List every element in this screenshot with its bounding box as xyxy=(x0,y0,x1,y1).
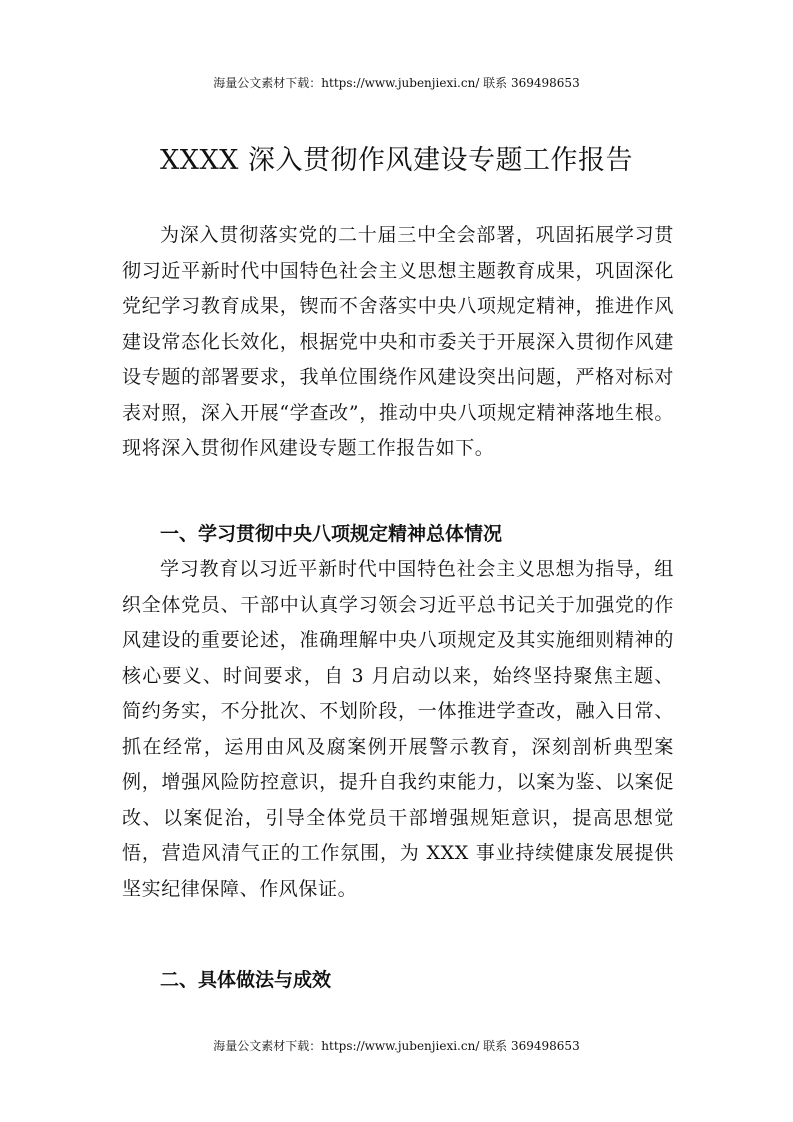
page-header: 海量公文素材下载：https://www.jubenjiexi.cn/ 联系 369498653 xyxy=(213,76,580,90)
document-title: XXXX 深入贯彻作风建设专题工作报告 xyxy=(160,145,633,176)
page-footer: 海量公文素材下载：https://www.jubenjiexi.cn/ 联系 369498653 xyxy=(213,1039,580,1053)
section-heading-1: 一、学习贯彻中央八项规定精神总体情况 xyxy=(160,523,503,545)
section-heading-2: 二、具体做法与成效 xyxy=(160,969,332,991)
intro-paragraph: 为深入贯彻落实党的二十届三中全会部署，巩固拓展学习贯彻习近平新时代中国特色社会主义思想主题教育成果，巩固深化党纪学习教育成果，锲而不舍落实中央八项规定精神，推进作风建设常态化长效化，根据党中央和市委关于开展深入贯彻作风建设专题的部署要求，我单位围绕作风建设突出问题，严格对标对表对照，深入开展“学查改”，推动中央八项规定精神落地生根。现将深入贯彻作风建设专题工作报告如下。 xyxy=(122,224,674,459)
section-1-paragraph: 学习教育以习近平新时代中国特色社会主义思想为指导，组织全体党员、干部中认真学习领会习近平总书记关于加强党的作风建设的重要论述，准确理解中央八项规定及其实施细则精神的核心要义、时间要求，自 3 月启动以来，始终坚持聚焦主题、简约务实，不分批次、不划阶段，一体推进学查改，融入日常、抓在经常，运用由风及腐案例开展警示教育，深刻剖析典型案例，增强风险防控意识，提升自我约束能力，以案为鉴、以案促改、以案促治，引导全体党员干部增强规矩意识，提高思想觉悟，营造风清气正的工作氛围，为 XXX 事业持续健康发展提供坚实纪律保障、作风保证。 xyxy=(122,558,674,900)
